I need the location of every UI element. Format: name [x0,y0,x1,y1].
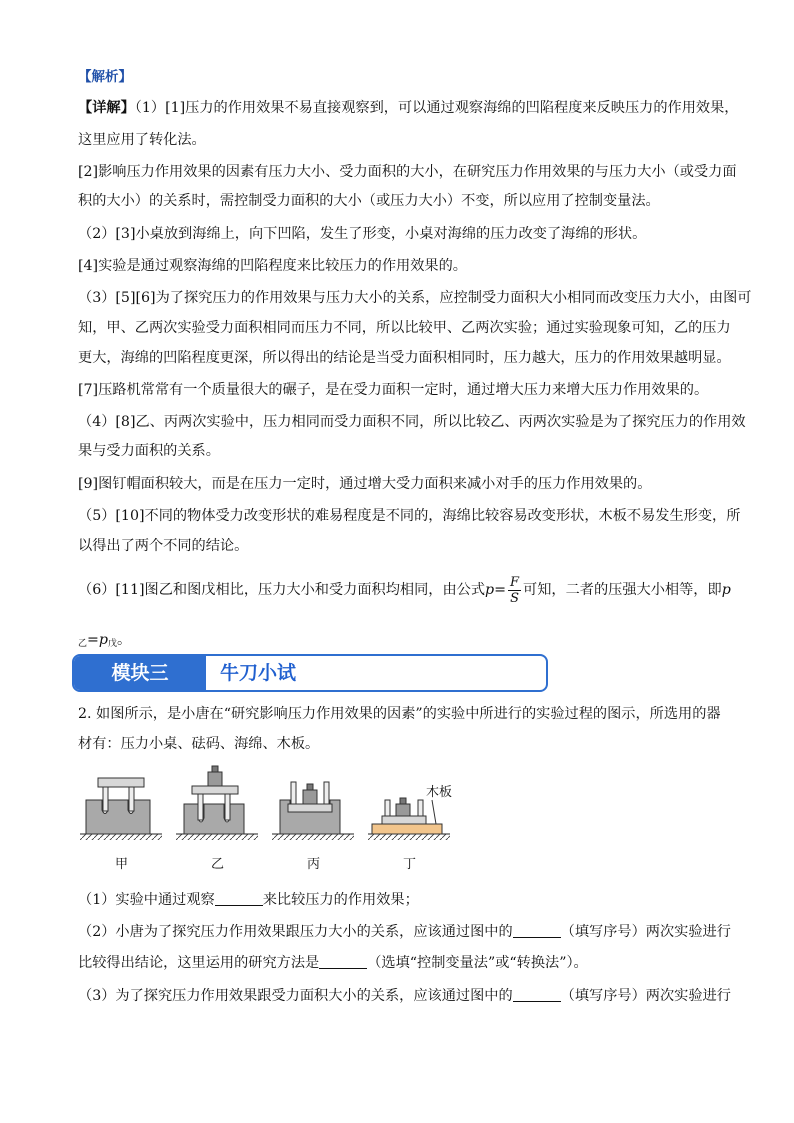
setup-ding [368,784,452,840]
question-line: （3）为了探究压力作用效果跟受力面积大小的关系，应该通过图中的 （填写序号）两次实验进行 [78,988,731,1004]
board-label: 木板 [426,785,453,800]
paragraph-line: [7]压路机常常有一个质量很大的碾子，是在受力面积一定时，通过增大压力来增大压力作用效果的。 [78,382,709,398]
table-top [98,778,144,787]
paragraph-line: （4）[8]乙、丙两次实验中，压力相同而受力面积不同，所以比较乙、丙两次实验是为了探究压力的作用效 [78,414,746,430]
question-line: （1）实验中通过观察 来比较压力的作用效果； [78,892,419,908]
formula-line: （6）[11]图乙和图戊相比，压力大小和受力面积均相同，由公式p= $\frac{F}{S}$ 可知，二者的压强大小相等，即p [78,574,731,606]
wood-board [372,824,442,834]
paragraph-line: 【详解】（1）[1]压力的作用效果不易直接观察到，可以通过观察海绵的凹陷程度来反映压力的作用效果， [78,100,739,116]
board-pointer [432,800,436,824]
paragraph-line: 知，甲、乙两次实验受力面积相同而压力不同，所以比较甲、乙两次实验；通过实验现象可知，乙的压力 [78,320,731,336]
paragraph-line: 这里应用了转化法。 [78,132,206,148]
paragraph-line: （2）[3]小桌放到海绵上，向下凹陷，发生了形变，小桌对海绵的压力改变了海绵的形状。 [78,226,647,242]
paragraph-line: [4]实验是通过观察海绵的凹陷程度来比较压力的作用效果的。 [78,258,467,274]
question-line: （2）小唐为了探究压力作用效果跟压力大小的关系，应该通过图中的 （填写序号）两次实验进行 [78,924,731,940]
sponge [184,804,244,834]
setup-yi [176,766,258,840]
detail-label: 【详解】 [78,100,135,116]
figure-label-bing: 丙 [307,857,321,872]
ground-hatch [80,834,162,840]
formula-fraction: $\frac{F}{S}$ [510,574,520,606]
weight [396,804,410,816]
paragraph-line: [2]影响压力作用效果的因素有压力大小、受力面积的大小，在研究压力作用效果的与压力大小（或受力面 [78,164,737,180]
answer-blank[interactable] [215,891,263,906]
paragraph-line: 更大，海绵的凹陷程度更深，所以得出的结论是当受力面积相同时，压力越大，压力的作用效果越明显。 [78,350,731,366]
setup-jia [80,778,162,840]
figure-label-ding: 丁 [403,857,417,872]
answer-blank[interactable] [513,987,561,1002]
paragraph-line: 积的大小）的关系时，需控制受力面积的大小（或压力大小）不变，所以应用了控制变量法。 [78,193,660,209]
question-line: 比较得出结论，这里运用的研究方法是 （选填“控制变量法”或“转换法”）。 [78,955,588,971]
setup-bing [272,782,354,840]
paragraph-line: 果与受力面积的关系。 [78,443,220,459]
question-line: 材有：压力小桌、砝码、海绵、木板。 [78,736,320,752]
weight [303,790,317,804]
question-line: 2. 如图所示，是小唐在“研究影响压力作用效果的因素”的实验中所进行的实验过程的图示，所选用的器 [78,706,721,722]
figure-label-jia: 甲 [115,857,129,872]
sponge [86,800,150,834]
experiment-figure-full [76,760,466,880]
weight [208,772,222,786]
answer-blank[interactable] [513,923,561,938]
module-title: 牛刀小试 [220,662,297,684]
paragraph-line: [9]图钉帽面积较大，而是在压力一定时，通过增大受力面积来减小对手的压力作用效果的。 [78,476,652,492]
module-banner [72,654,548,692]
answer-blank[interactable] [319,954,367,969]
module-number: 模块三 [74,656,206,690]
paragraph-line: （5）[10]不同的物体受力改变形状的难易程度是不同的，海绵比较容易改变形状，木板不易发生形变，所 [78,508,741,524]
analysis-heading: 【解析】 [78,69,132,85]
paragraph-line: （3）[5][6]为了探究压力的作用效果与压力大小的关系，应控制受力面积大小相同而改变压力大小，由图可 [78,290,752,306]
formula-lhs: p= [485,582,507,598]
figure-label-yi: 乙 [211,857,225,872]
paragraph-line: $_乙=p_戊$。 [78,632,132,649]
paragraph-line: 以得出了两个不同的结论。 [78,538,249,554]
